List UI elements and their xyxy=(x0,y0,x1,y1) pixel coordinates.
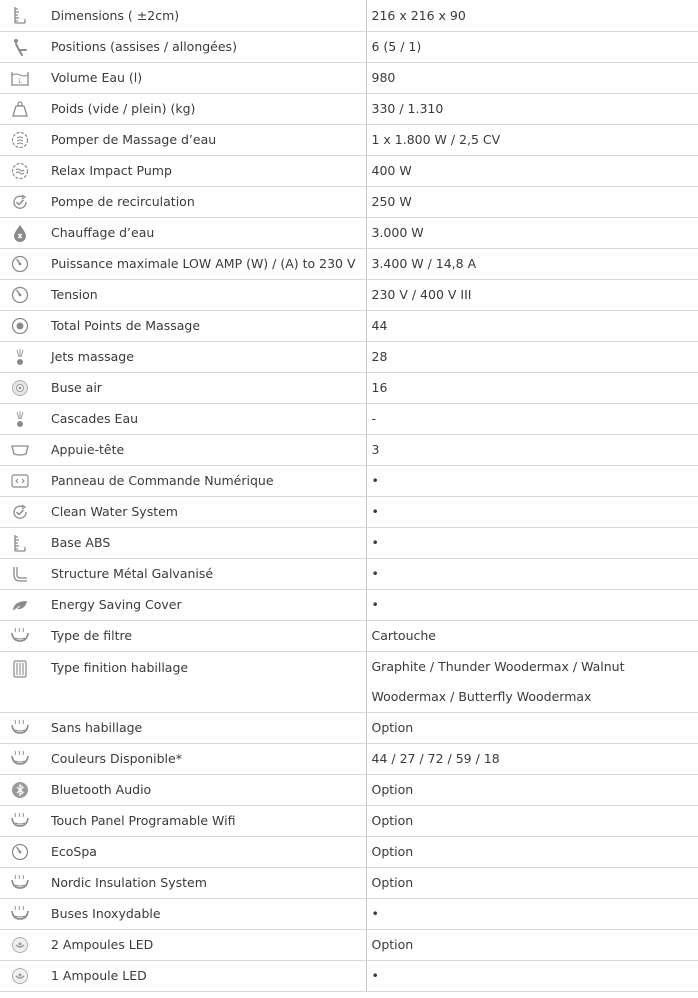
spec-row xyxy=(0,774,698,805)
control-panel-icon xyxy=(11,472,29,490)
recirculation-icon xyxy=(11,503,29,521)
spec-label: Type de filtre xyxy=(40,620,366,651)
spec-row xyxy=(0,279,698,310)
spec-value: • xyxy=(366,527,698,558)
spec-label: Base ABS xyxy=(40,527,366,558)
gauge-icon xyxy=(11,286,29,304)
spec-row xyxy=(0,651,698,712)
spec-icon-cell xyxy=(0,31,40,62)
spec-icon-cell xyxy=(0,434,40,465)
spec-icon-cell xyxy=(0,620,40,651)
spec-icon-cell xyxy=(0,248,40,279)
spec-icon-cell xyxy=(0,867,40,898)
spec-row xyxy=(0,867,698,898)
spec-icon-cell xyxy=(0,743,40,774)
spec-value: Option xyxy=(366,867,698,898)
spec-label: Energy Saving Cover xyxy=(40,589,366,620)
spec-icon-cell xyxy=(0,651,40,712)
massage-pump-icon xyxy=(11,131,29,149)
svg-text:L: L xyxy=(18,77,22,85)
spec-icon-cell xyxy=(0,62,40,93)
spec-value: Cartouche xyxy=(366,620,698,651)
spec-icon-cell xyxy=(0,898,40,929)
spec-value: Option xyxy=(366,836,698,867)
water-volume-icon xyxy=(11,69,29,87)
spec-icon-cell xyxy=(0,124,40,155)
jet-icon xyxy=(11,410,29,428)
spec-icon-cell xyxy=(0,403,40,434)
spec-icon-cell xyxy=(0,929,40,960)
spec-label: Nordic Insulation System xyxy=(40,867,366,898)
gauge-icon xyxy=(11,843,29,861)
spec-value: Option xyxy=(366,929,698,960)
spec-label: Clean Water System xyxy=(40,496,366,527)
ruler-icon xyxy=(11,6,29,24)
spec-row xyxy=(0,155,698,186)
spec-row xyxy=(0,805,698,836)
spec-value: 330 / 1.310 xyxy=(366,93,698,124)
led-icon xyxy=(11,936,29,954)
spec-label: Type finition habillage xyxy=(40,651,366,712)
spec-value: Graphite / Thunder Woodermax / Walnut Woodermax / Butterfly Woodermax xyxy=(366,651,698,712)
spec-icon-cell xyxy=(0,558,40,589)
leaf-icon xyxy=(11,596,29,614)
spa-icon xyxy=(11,719,29,737)
led-icon xyxy=(11,967,29,985)
spec-label: Buse air xyxy=(40,372,366,403)
spec-value: 230 V / 400 V III xyxy=(366,279,698,310)
spec-label: Dimensions ( ±2cm) xyxy=(40,0,366,31)
spec-row xyxy=(0,434,698,465)
spec-label: Volume Eau (l) xyxy=(40,62,366,93)
spa-icon xyxy=(11,750,29,768)
spec-icon-cell xyxy=(0,527,40,558)
spec-row xyxy=(0,248,698,279)
spec-value: 400 W xyxy=(366,155,698,186)
spec-value: • xyxy=(366,496,698,527)
seat-icon xyxy=(11,38,29,56)
spec-label: Buses Inoxydable xyxy=(40,898,366,929)
spec-icon-cell xyxy=(0,0,40,31)
spec-row xyxy=(0,124,698,155)
spec-value: Option xyxy=(366,774,698,805)
spa-icon xyxy=(11,627,29,645)
spec-label: Relax Impact Pump xyxy=(40,155,366,186)
spec-value: 3.400 W / 14,8 A xyxy=(366,248,698,279)
spa-icon xyxy=(11,812,29,830)
spec-row xyxy=(0,836,698,867)
spec-icon-cell xyxy=(0,496,40,527)
spec-row xyxy=(0,929,698,960)
spa-icon xyxy=(11,874,29,892)
spec-value: • xyxy=(366,558,698,589)
spec-label: Tension xyxy=(40,279,366,310)
spec-row xyxy=(0,403,698,434)
spec-icon-cell xyxy=(0,279,40,310)
spec-label: Appuie-tête xyxy=(40,434,366,465)
spa-icon xyxy=(11,905,29,923)
spec-icon-cell xyxy=(0,93,40,124)
spec-icon-cell xyxy=(0,712,40,743)
spec-row xyxy=(0,712,698,743)
spec-icon-cell xyxy=(0,372,40,403)
spec-label: Bluetooth Audio xyxy=(40,774,366,805)
spec-label: 1 Ampoule LED xyxy=(40,960,366,991)
air-nozzle-icon xyxy=(11,379,29,397)
spec-value: 44 / 27 / 72 / 59 / 18 xyxy=(366,743,698,774)
spec-icon-cell xyxy=(0,217,40,248)
spec-row xyxy=(0,310,698,341)
spec-icon-cell xyxy=(0,465,40,496)
spec-row xyxy=(0,898,698,929)
spec-value: 3 xyxy=(366,434,698,465)
spec-row xyxy=(0,496,698,527)
spec-value: Option xyxy=(366,805,698,836)
spec-label: Positions (assises / allongées) xyxy=(40,31,366,62)
spec-icon-cell xyxy=(0,774,40,805)
spec-label: Structure Métal Galvanisé xyxy=(40,558,366,589)
spec-row xyxy=(0,589,698,620)
spec-label: Cascades Eau xyxy=(40,403,366,434)
spec-row xyxy=(0,217,698,248)
spec-row xyxy=(0,743,698,774)
spec-icon-cell xyxy=(0,186,40,217)
gauge-icon xyxy=(11,255,29,273)
spec-row xyxy=(0,93,698,124)
spec-icon-cell xyxy=(0,805,40,836)
spec-value: 28 xyxy=(366,341,698,372)
spec-value: Option xyxy=(366,712,698,743)
spec-value: - xyxy=(366,403,698,434)
spec-icon-cell xyxy=(0,589,40,620)
spec-label: Sans habillage xyxy=(40,712,366,743)
spec-value: • xyxy=(366,898,698,929)
spec-value: • xyxy=(366,960,698,991)
spec-row xyxy=(0,558,698,589)
spec-icon-cell xyxy=(0,960,40,991)
headrest-icon xyxy=(11,441,29,459)
spec-label: Panneau de Commande Numérique xyxy=(40,465,366,496)
spec-value: 216 x 216 x 90 xyxy=(366,0,698,31)
spec-label: Pomper de Massage d’eau xyxy=(40,124,366,155)
spec-label: Chauffage d’eau xyxy=(40,217,366,248)
spec-row xyxy=(0,465,698,496)
spec-label: Poids (vide / plein) (kg) xyxy=(40,93,366,124)
heater-drop-icon xyxy=(11,224,29,242)
massage-points-icon xyxy=(11,317,29,335)
spec-icon-cell xyxy=(0,310,40,341)
jet-icon xyxy=(11,348,29,366)
spec-label: Total Points de Massage xyxy=(40,310,366,341)
spec-row xyxy=(0,186,698,217)
spec-label: EcoSpa xyxy=(40,836,366,867)
spec-icon-cell xyxy=(0,155,40,186)
spec-label: Pompe de recirculation xyxy=(40,186,366,217)
spec-row xyxy=(0,62,698,93)
spec-row xyxy=(0,31,698,62)
spec-label: Jets massage xyxy=(40,341,366,372)
spec-row xyxy=(0,372,698,403)
filter-icon xyxy=(11,660,29,678)
spec-value: • xyxy=(366,465,698,496)
spec-row xyxy=(0,960,698,991)
spec-row xyxy=(0,0,698,31)
recirculation-icon xyxy=(11,193,29,211)
spec-value: 3.000 W xyxy=(366,217,698,248)
spec-row xyxy=(0,527,698,558)
frame-icon xyxy=(11,565,29,583)
spec-value: 44 xyxy=(366,310,698,341)
relax-pump-icon xyxy=(11,162,29,180)
spec-value: 6 (5 / 1) xyxy=(366,31,698,62)
spec-value: • xyxy=(366,589,698,620)
spec-value: 980 xyxy=(366,62,698,93)
spec-label: 2 Ampoules LED xyxy=(40,929,366,960)
spec-value: 1 x 1.800 W / 2,5 CV xyxy=(366,124,698,155)
ruler-icon xyxy=(11,534,29,552)
spec-value: 250 W xyxy=(366,186,698,217)
spec-row xyxy=(0,341,698,372)
spec-icon-cell xyxy=(0,836,40,867)
bluetooth-icon xyxy=(11,781,29,799)
weight-icon xyxy=(11,100,29,118)
spec-label: Couleurs Disponible* xyxy=(40,743,366,774)
spec-row xyxy=(0,620,698,651)
spec-value: 16 xyxy=(366,372,698,403)
spec-label: Touch Panel Programable Wifi xyxy=(40,805,366,836)
spec-icon-cell xyxy=(0,341,40,372)
spec-label: Puissance maximale LOW AMP (W) / (A) to 230 V xyxy=(40,248,366,279)
